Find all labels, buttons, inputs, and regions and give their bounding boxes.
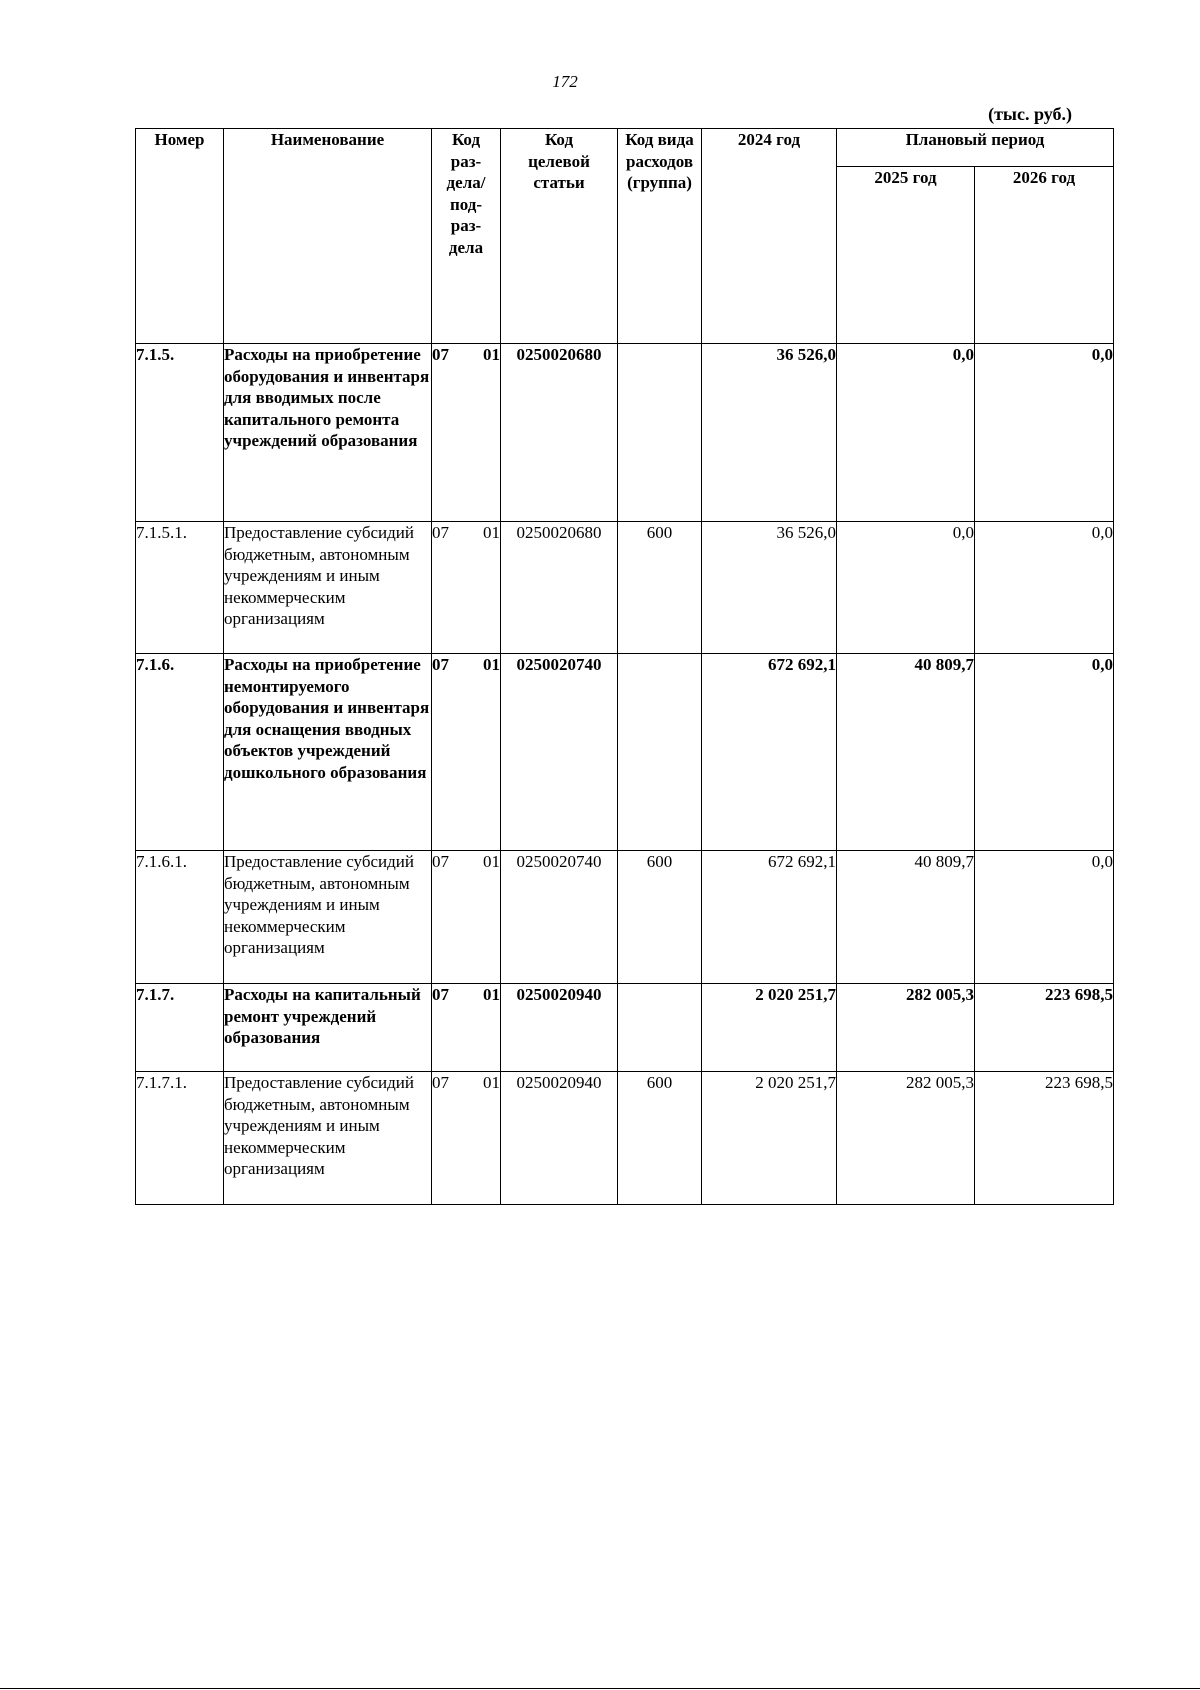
header-section-code-text: Код раз-дела/ под-раз-дела (446, 130, 486, 257)
row-2026: 223 698,5 (975, 984, 1114, 1072)
row-2025: 282 005,3 (837, 984, 975, 1072)
row-2025: 40 809,7 (837, 654, 975, 851)
section-code: 07 (432, 655, 449, 674)
section-code: 07 (432, 1073, 449, 1092)
page-number: 172 (552, 72, 578, 91)
row-2025: 40 809,7 (837, 851, 975, 984)
header-target-code (501, 129, 618, 344)
subsection-code: 01 (483, 523, 500, 542)
row-target-code: 0250020680 (501, 344, 618, 522)
units-label: (тыс. руб.) (988, 104, 1072, 124)
row-name: Расходы на приобретение немонтируемого оборудования и инвентаря для оснащения вводных объектов учреждений дошкольного образования (224, 654, 432, 851)
header-2025: 2025 год (837, 167, 975, 344)
row-number: 7.1.6. (136, 654, 224, 851)
row-section-code (432, 522, 501, 654)
row-target-code: 0250020740 (501, 851, 618, 984)
row-section-code (432, 984, 501, 1072)
row-2024: 36 526,0 (702, 522, 837, 654)
header-number: Номер (136, 129, 224, 344)
row-target-code: 0250020680 (501, 522, 618, 654)
row-2026: 0,0 (975, 851, 1114, 984)
row-2024: 36 526,0 (702, 344, 837, 522)
header-planned-period: Плановый период (837, 129, 1114, 167)
subsection-code: 01 (483, 345, 500, 364)
row-2026: 223 698,5 (975, 1072, 1114, 1205)
row-2024: 672 692,1 (702, 851, 837, 984)
header-name: Наименование (224, 129, 432, 344)
section-code: 07 (432, 345, 449, 364)
table-row (136, 522, 1114, 654)
row-section-code (432, 654, 501, 851)
row-name: Предоставление субсидий бюджетным, автономным учреждениям и иным некоммерческим организациям (224, 522, 432, 654)
row-expense-kind: 600 (618, 1072, 702, 1205)
section-code: 07 (432, 852, 449, 871)
header-section-code (432, 129, 501, 344)
row-2026: 0,0 (975, 344, 1114, 522)
row-target-code: 0250020940 (501, 1072, 618, 1205)
row-2025: 282 005,3 (837, 1072, 975, 1205)
row-number: 7.1.7. (136, 984, 224, 1072)
subsection-code: 01 (483, 985, 500, 1004)
row-number: 7.1.7.1. (136, 1072, 224, 1205)
row-2026: 0,0 (975, 522, 1114, 654)
header-2024: 2024 год (702, 129, 837, 344)
row-expense-kind: 600 (618, 522, 702, 654)
header-2026: 2026 год (975, 167, 1114, 344)
row-name: Расходы на приобретение оборудования и инвентаря для вводимых после капитального ремонта учреждений образования (224, 344, 432, 522)
row-2026: 0,0 (975, 654, 1114, 851)
row-2024: 672 692,1 (702, 654, 837, 851)
row-expense-kind: 600 (618, 851, 702, 984)
section-code: 07 (432, 985, 449, 1004)
table-row (136, 654, 1114, 851)
page-bottom-edge (0, 1688, 1200, 1689)
row-expense-kind (618, 344, 702, 522)
row-target-code: 0250020940 (501, 984, 618, 1072)
row-name: Расходы на капитальный ремонт учреждений образования (224, 984, 432, 1072)
subsection-code: 01 (483, 1073, 500, 1092)
section-code: 07 (432, 523, 449, 542)
row-number: 7.1.5.1. (136, 522, 224, 654)
row-number: 7.1.5. (136, 344, 224, 522)
row-2025: 0,0 (837, 522, 975, 654)
row-target-code: 0250020740 (501, 654, 618, 851)
header-expense-kind-text: Код вида расходов (группа) (625, 130, 694, 192)
row-number: 7.1.6.1. (136, 851, 224, 984)
table-row (136, 851, 1114, 984)
table-row (136, 344, 1114, 522)
row-name: Предоставление субсидий бюджетным, автономным учреждениям и иным некоммерческим организациям (224, 1072, 432, 1205)
row-section-code (432, 1072, 501, 1205)
row-expense-kind (618, 654, 702, 851)
row-2024: 2 020 251,7 (702, 984, 837, 1072)
subsection-code: 01 (483, 852, 500, 871)
header-row (136, 129, 1114, 167)
row-section-code (432, 344, 501, 522)
row-2024: 2 020 251,7 (702, 1072, 837, 1205)
row-expense-kind (618, 984, 702, 1072)
subsection-code: 01 (483, 655, 500, 674)
table-row (136, 1072, 1114, 1205)
header-target-code-text: Код целевой статьи (528, 130, 590, 192)
budget-table (135, 128, 1114, 1205)
header-expense-kind (618, 129, 702, 344)
row-section-code (432, 851, 501, 984)
row-2025: 0,0 (837, 344, 975, 522)
row-name: Предоставление субсидий бюджетным, автономным учреждениям и иным некоммерческим организациям (224, 851, 432, 984)
table-row (136, 984, 1114, 1072)
